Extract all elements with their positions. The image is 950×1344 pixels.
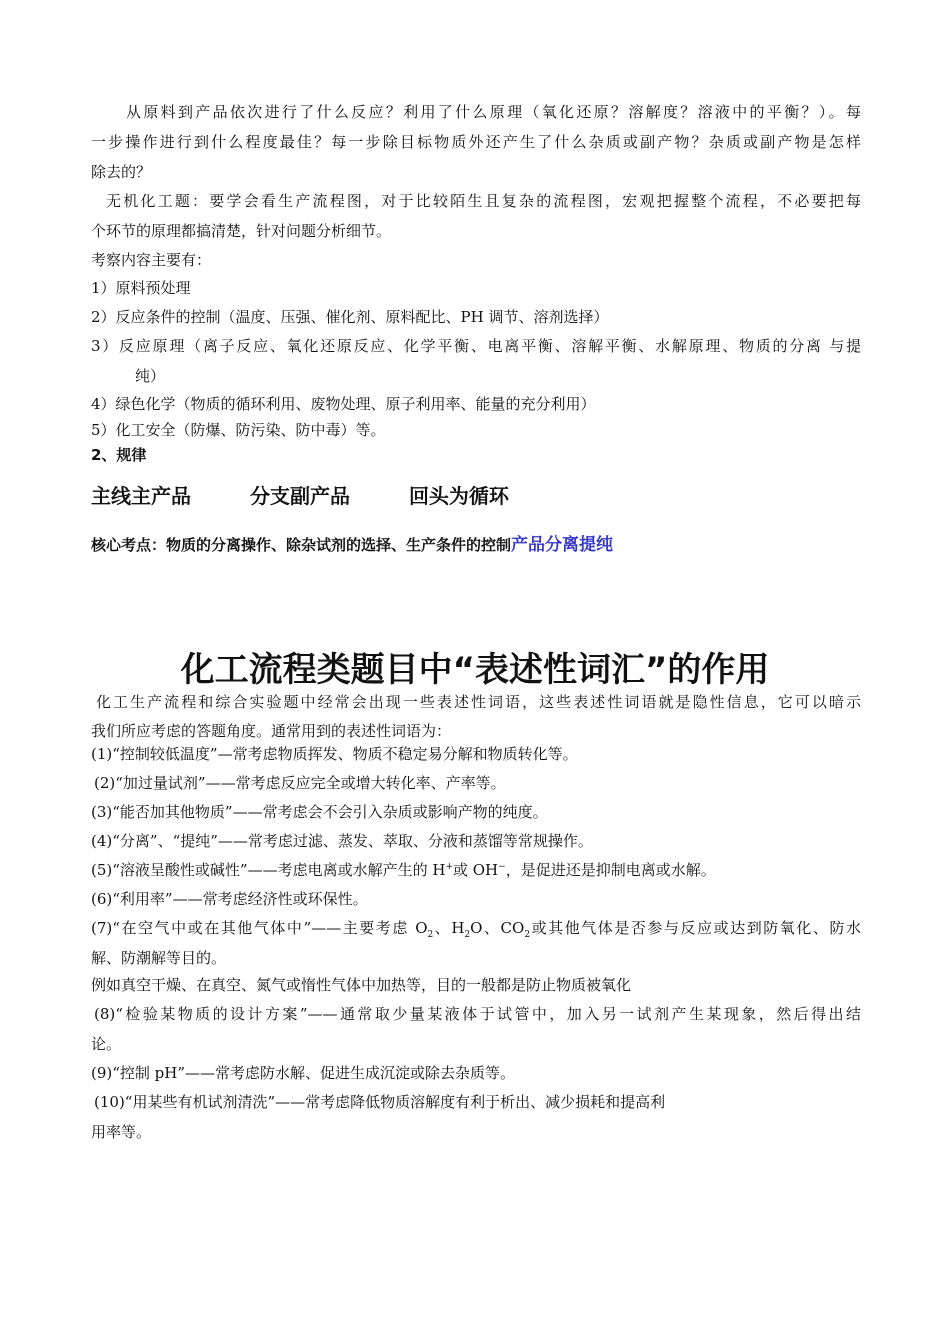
list-item: 3）反应原理（离子反应、氧化还原反应、化学平衡、电离平衡、溶解平衡、水解原理、物质的分离 与提 [91, 337, 861, 355]
term-item-4: (4)“分离”、“提纯”——常考虑过滤、蒸发、萃取、分液和蒸馏等常规操作。 [91, 832, 593, 850]
rule-main-phrases [91, 480, 561, 509]
rule-main-phrase-2: 分支副产品 [249, 484, 350, 508]
core-points [91, 530, 613, 555]
term-item-8-line-2: 论。 [91, 1035, 122, 1053]
term-item-10-line-2: 用率等。 [91, 1123, 152, 1141]
term-item-10-line-1: (10)“用某些有机试剂清洗”——常考虑降低物质溶解度有利于析出、减少损耗和提高利 [94, 1093, 666, 1111]
term-item-5-sup-2: − [498, 862, 506, 872]
term-item-5-part-1: (5)“溶液呈酸性或碱性”——考虑电离或水解产生的 H [91, 861, 446, 879]
intro-paragraph-2-line-1: 无机化工题：要学会看生产流程图，对于比较陌生且复杂的流程图，宏观把握整个流程，不必要把每 [106, 192, 861, 210]
term-item-7-line-2: 解、防潮解等目的。 [91, 949, 227, 967]
intro-paragraph-1-line-2: 一步操作进行到什么程度最佳？每一步除目标物质外还产生了什么杂质或副产物？杂质或副产物是怎样 [91, 133, 861, 151]
section-title: 化工流程类题目中“表述性词汇”的作用 [180, 650, 770, 690]
term-item-1: (1)“控制较低温度”—常考虑物质挥发、物质不稳定易分解和物质转化等。 [91, 745, 578, 763]
term-item-7-part-4: 或其他气体是否参与反应或达到防氧化、防水 [530, 919, 861, 937]
intro-paragraph-1-line-1: 从原料到产品依次进行了什么反应？利用了什么原理（氧化还原？溶解度？溶液中的平衡？）。每 [126, 103, 861, 121]
term-item-7-example: 例如真空干燥、在真空、氮气或惰性气体中加热等，目的一般都是防止物质被氧化 [91, 976, 632, 994]
term-item-8-line-1: (8)“检验某物质的设计方案”——通常取少量某液体于试管中，加入另一试剂产生某现象，然后得出结 [94, 1005, 861, 1023]
term-item-7-sub-1: 2 [427, 930, 434, 940]
term-item-7-sub-3: 2 [524, 930, 531, 940]
term-item-6: (6)“利用率”——常考虑经济性或环保性。 [91, 890, 368, 908]
section-intro-line-1: 化工生产流程和综合实验题中经常会出现一些表述性词语，这些表述性词语就是隐性信息，它可以暗示 [96, 693, 861, 711]
rule-main-phrase-1: 主线主产品 [91, 484, 191, 508]
rule-main-phrase-3: 回头为循环 [408, 484, 509, 508]
term-item-7-part-3: O、CO [470, 919, 525, 937]
term-item-5-part-3: ，是促进还是抑制电离或水解。 [505, 861, 716, 879]
term-item-7-part-1: (7)“在空气中或在其他气体中”——主要考虑 O [91, 919, 428, 937]
term-item-5-part-2: 或 OH [452, 861, 499, 879]
list-item: 1）原料预处理 [91, 279, 191, 297]
intro-paragraph-1-line-3: 除去的？ [91, 163, 152, 181]
section-intro-line-2: 我们所应考虑的答题角度。通常用到的表述性词语为： [91, 722, 452, 740]
term-item-7-part-2: 、H [433, 919, 465, 937]
term-item-5-sup-1: + [445, 862, 453, 872]
rule-heading: 2、规律 [91, 446, 147, 464]
list-item: 2）反应条件的控制（温度、压强、催化剂、原料配比、PH 调节、溶剂选择） [91, 308, 609, 326]
term-item-7-line-1 [91, 918, 861, 938]
intro-paragraph-3: 考察内容主要有： [91, 251, 212, 269]
term-item-5 [91, 860, 861, 880]
list-item-continuation: 纯） [135, 367, 166, 385]
term-item-2: (2)“加过量试剂”——常考虑反应完全或增大转化率、产率等。 [94, 774, 506, 792]
core-points-highlight: 产品分离提纯 [511, 535, 614, 555]
term-item-7-sub-2: 2 [464, 930, 471, 940]
intro-paragraph-2-line-2: 个环节的原理都搞清楚，针对问题分析细节。 [91, 222, 392, 240]
list-item: 4）绿色化学（物质的循环利用、废物处理、原子利用率、能量的充分利用） [91, 395, 596, 413]
term-item-9: (9)“控制 pH”——常考虑防水解、促进生成沉淀或除去杂质等。 [91, 1064, 516, 1082]
core-points-label: 核心考点：物质的分离操作、除杂试剂的选择、生产条件的控制 [91, 536, 512, 554]
list-item: 5）化工安全（防爆、防污染、防中毒）等。 [91, 421, 386, 439]
term-item-3: (3)“能否加其他物质”——常考虑会不会引入杂质或影响产物的纯度。 [91, 803, 548, 821]
